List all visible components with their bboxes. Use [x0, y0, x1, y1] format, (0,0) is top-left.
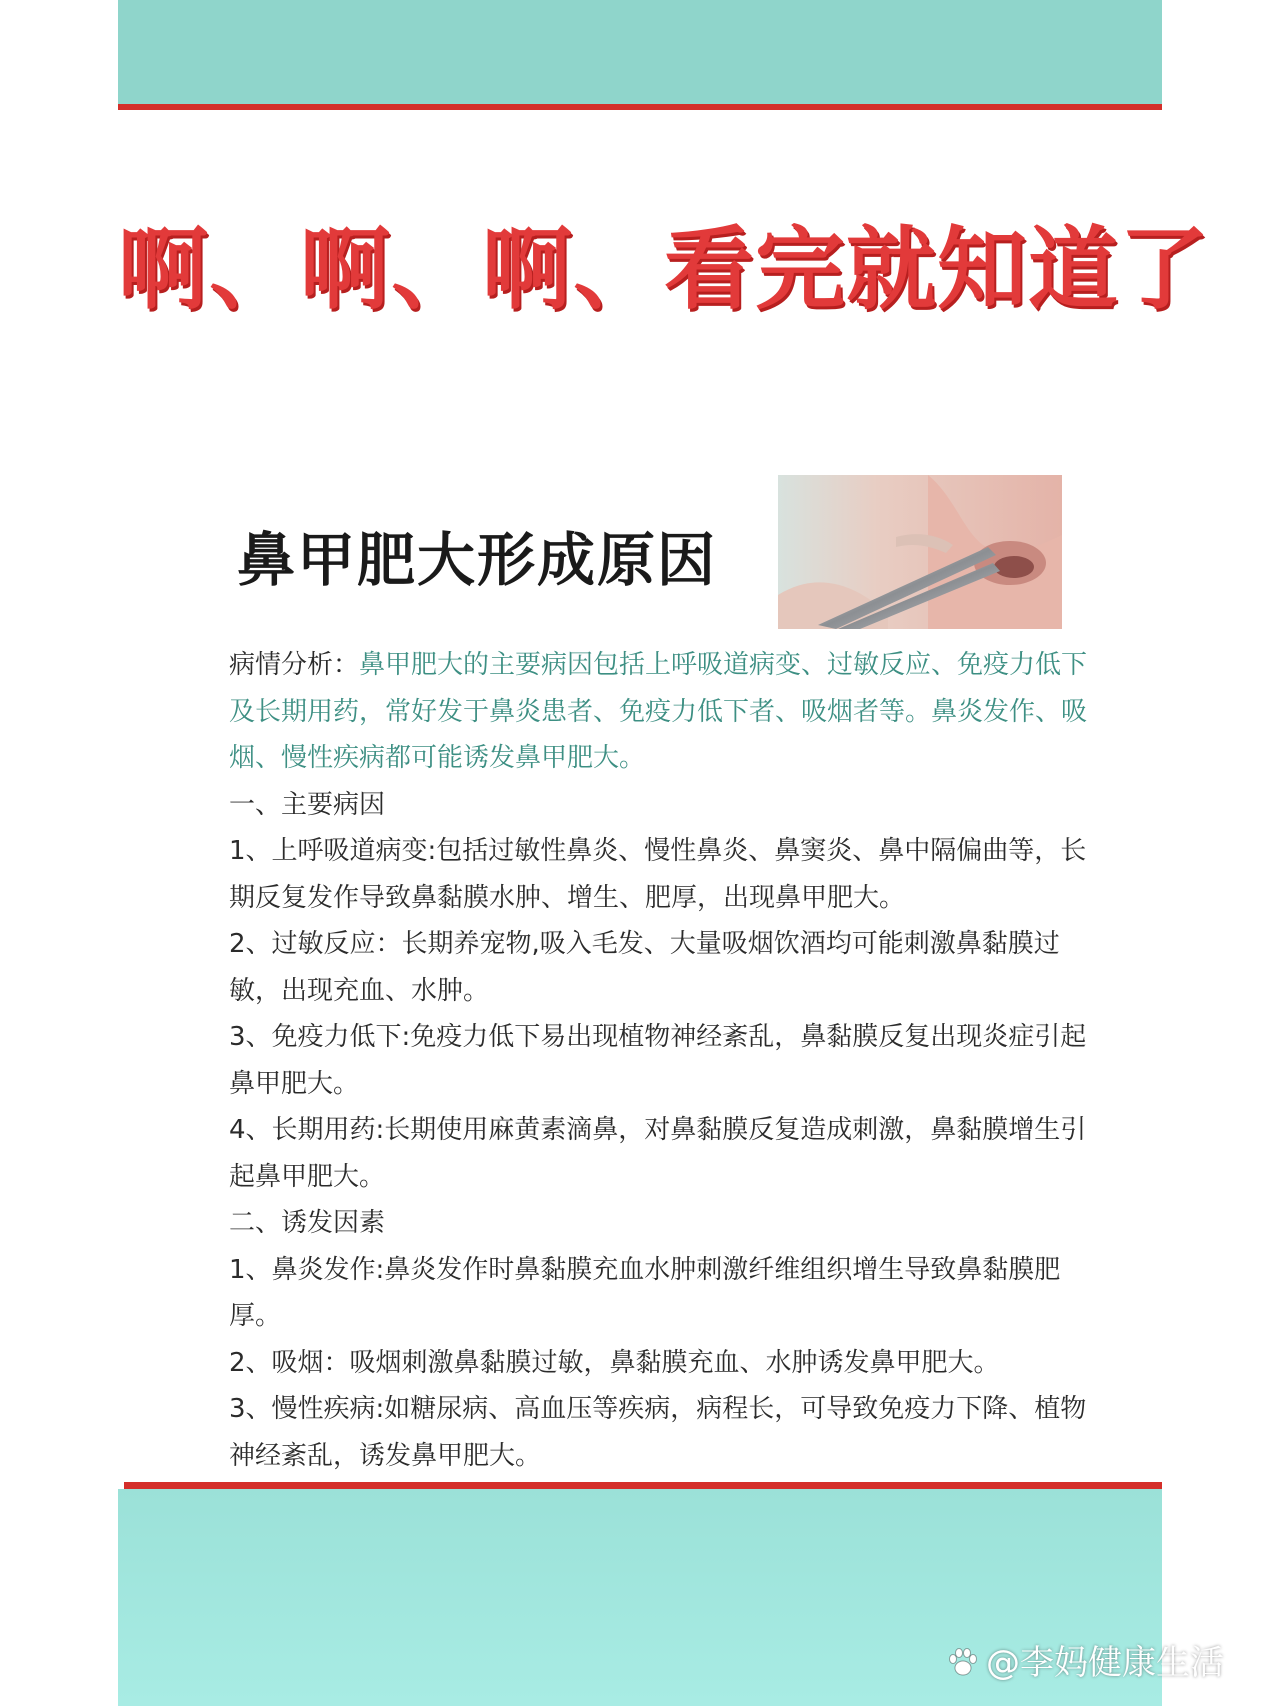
- trigger-item-1: 1、鼻炎发作:鼻炎发作时鼻黏膜充血水肿刺激纤维组织增生导致鼻黏膜肥厚。: [229, 1254, 1061, 1331]
- analysis-text: 鼻甲肥大的主要病因包括上呼吸道病变、过敏反应、免疫力低下及长期用药，常好发于鼻炎患者、免疫力低下者、吸烟者等。鼻炎发作、吸烟、慢性疾病都可能诱发鼻甲肥大。: [229, 650, 1088, 773]
- analysis-label: 病情分析：: [229, 650, 360, 680]
- bottom-red-rule: [124, 1482, 1162, 1489]
- nose-tweezers-icon: [778, 475, 1062, 629]
- main-cause-item-2: 2、过敏反应：长期养宠物,吸入毛发、大量吸烟饮酒均可能刺激鼻黏膜过敏，出现充血、水肿。: [229, 929, 1060, 1006]
- section-title: 鼻甲肥大形成原因: [237, 526, 718, 594]
- watermark-text: @李妈健康生活: [986, 1643, 1224, 1683]
- headline: 啊、啊、啊、看完就知道了: [118, 217, 1210, 322]
- watermark: [946, 1638, 1224, 1688]
- analysis-paragraph: [229, 642, 1099, 782]
- paw-icon: [946, 1645, 980, 1679]
- top-red-rule: [118, 104, 1162, 110]
- article-body: [229, 642, 1099, 1479]
- trigger-item-2: 2、吸烟：吸烟刺激鼻黏膜过敏，鼻黏膜充血、水肿诱发鼻甲肥大。: [229, 1347, 1000, 1378]
- top-band: [118, 0, 1162, 104]
- triggers-heading: 二、诱发因素: [229, 1208, 386, 1238]
- nose-tweezers-photo: [778, 475, 1062, 629]
- main-cause-item-1: 1、上呼吸道病变:包括过敏性鼻炎、慢性鼻炎、鼻窦炎、鼻中隔偏曲等，长期反复发作导致鼻黏膜水肿、增生、肥厚，出现鼻甲肥大。: [229, 836, 1087, 913]
- main-cause-item-3: 3、免疫力低下:免疫力低下易出现植物神经紊乱，鼻黏膜反复出现炎症引起鼻甲肥大。: [229, 1022, 1087, 1099]
- main-causes-heading: 一、主要病因: [229, 789, 386, 820]
- main-cause-item-4: 4、长期用药:长期使用麻黄素滴鼻，对鼻黏膜反复造成刺激，鼻黏膜增生引起鼻甲肥大。: [229, 1115, 1087, 1192]
- trigger-item-3: 3、慢性疾病:如糖尿病、高血压等疾病，病程长，可导致免疫力下降、植物神经紊乱，诱发鼻甲肥大。: [229, 1394, 1087, 1471]
